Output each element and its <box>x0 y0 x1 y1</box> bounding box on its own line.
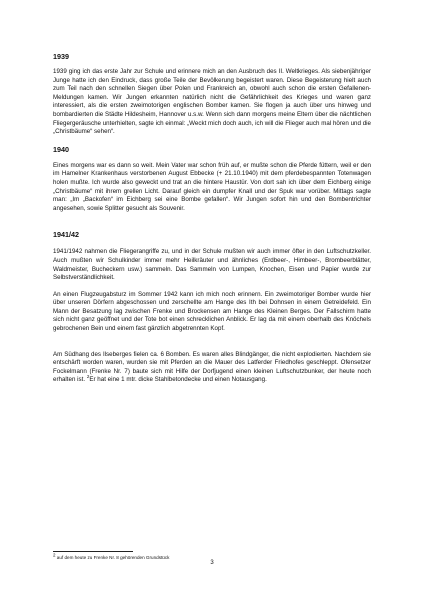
section-heading-1940: 1940 <box>53 144 69 154</box>
paragraph-1939: 1939 ging ich das erste Jahr zur Schule und erinnere mich an den Ausbruch des II. Weltkrieges. Als siebenjähriger Junge hatte ich den Eindruck, dass große Teile der Bevölkerung begeistert waren. Diese Begeisterung hielt auch zum Teil nach den schnellen Siegen über Polen und Frankreich an, obwohl auch schon die ersten Gefallenen-Meldungen kamen. Wir Jungen erkannten natürlich nicht die Gefährlichkeit des Krieges und waren ganz interessiert, als die ersten zweimotorigen englischen Bomber kamen. Sie flogen ja auch über uns hinweg und bombardierten die Städte Hildesheim, Hannover u.s.w. Wenn sich dann morgens meine Eltern über die nächtlichen Fliegergeräusche unterhielten, sagte ich einmal: „Weckt mich doch auch, ich will die Flieger auch mal hören und die „Christbäume“ sehen“. <box>53 68 371 136</box>
paragraph-ilseberg-text-part2: Er hat eine 1 mtr. dicke Stahlbetondecke und einen Notausgang. <box>89 376 267 384</box>
page-content <box>53 52 371 385</box>
footnote-reference[interactable]: 2 <box>86 374 90 380</box>
footnote-divider <box>53 551 133 552</box>
paragraph-1942-plane-crash: An einen Flugzeugabsturz im Sommer 1942 kann ich mich noch erinnern. Ein zweimotoriger Bomber wurde hier über unseren Dörfern abgeschossen und zerschellte am Hange des Ith bei Dohnsen in einem Getreidefeld. Ein Mann der Besatzung lag zwischen Frenke und Brockensen am Hange des Kleinen Berges. Der Fallschirm hatte sich nicht ganz geöffnet und der Tote bot einen schrecklichen Anblick. Er lag da mit einem oberhalb des Knöchels gebrochenen Bein und einem fast gänzlich abgetrennten Kopf. <box>53 290 371 333</box>
paragraph-ilseberg-bombs <box>53 351 371 385</box>
page-number: 3 <box>210 560 214 566</box>
paragraph-1940: Eines morgens war es dann so weit. Mein Vater war schon früh auf, er mußte schon die Pferde füttern, weil er den im Hamelner Krankenhaus verstorbenen August Ebbecke (+ 21.10.1940) mit dem pferdebespannten Totenwagen holen mußte. Ich wurde also geweckt und trat an die hintere Haustür. Von dort sah ich über dem Eichberg einige „Christbäume“ mit ihrem grellen Licht. Darauf gleich ein dumpfer Knall und der Spuk war vorüber. Mittags sagte man: „Im „Backofen“ im Eichberg sei eine Bombe gefallen“. Wir Jungen sofort hin und den Bombentrichter angesehen, sowie Splitter gesucht als Souvenir. <box>53 161 371 212</box>
footnote-marker: 2 <box>53 552 56 558</box>
footnote-text: auf dem heute zu Frenke Nr. 8 gehörenden Grundstück <box>56 555 170 560</box>
paragraph-ilseberg-text-part1: Am Südhang des Ilseberges fielen ca. 6 Bomben. Es waren alles Blindgänger, die nicht explodierten. Nachdem sie entschärft worden waren, wurden sie mit Pferden an die Mauer des Latferder Friedhofes geschleppt. Ofensetzer Fockelmann (Frenke Nr. 7) baute sich mit Hilfe der Dorfjugend einen kleinen Luftschutzbunker, der heute noch erhalten ist. <box>53 350 371 384</box>
paragraph-1941-collections: 1941/1942 nahmen die Fliegerangriffe zu, und in der Schule mußten wir auch immer öfter in den Luftschutzkeller. Auch mußten wir Schulkinder immer mehr Heilkräuter und ähnliches (Erdbeer-, Himbeer-, Brombeerblätter, Waldmeister, Bucheckern usw.) sammeln. Das Sammeln von Lumpen, Knochen, Eisen und Papier wurde zur Selbstverständlichkeit. <box>53 248 371 282</box>
section-heading-1939: 1939 <box>53 52 69 61</box>
section-heading-1941-42: 1941/42 <box>53 230 79 240</box>
